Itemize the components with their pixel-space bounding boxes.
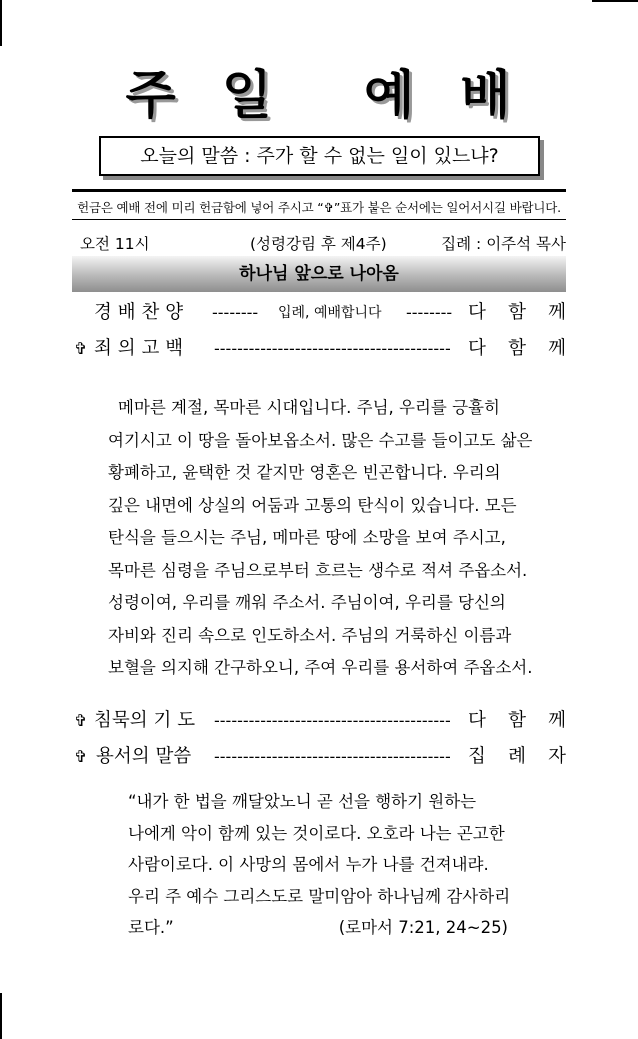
page-title: [0, 66, 638, 126]
verse-line: 우리 주 예수 그리스도로 말미암아 하나님께 감사하리: [128, 886, 511, 906]
scripture-verse: [128, 786, 516, 944]
performer-char: 함: [508, 710, 526, 731]
performer-char: 집: [468, 746, 486, 767]
order-dashes: --------: [212, 303, 259, 322]
prayer-line: 여기시고 이 땅을 돌아보옵소서. 많은 수고를 들이고도 삶은: [108, 430, 533, 450]
prayer-line: 보혈을 의지해 간구하오니, 주여 우리를 용서하여 주옵소서.: [108, 658, 533, 677]
order-dashes: -----------------------------------------: [214, 339, 451, 358]
order-middle-text: 입례, 예배합니다: [278, 305, 382, 321]
performer-char: 다: [468, 302, 486, 323]
stand-cross-icon: ✞: [74, 711, 88, 730]
crop-mark-top-right: [592, 0, 638, 2]
prayer-line: 깊은 내면에 상실의 어둠과 고통의 탄식이 있습니다. 모든: [108, 495, 517, 515]
order-dashes: --------: [406, 303, 453, 322]
performer-char: 께: [548, 338, 566, 359]
scripture-reference: (로마서 7:21, 24~25): [338, 918, 508, 937]
title-char: 일: [221, 66, 274, 126]
verse-line: 나에게 악이 함께 있는 것이로다. 오호라 나는 곤고한: [128, 823, 505, 843]
prayer-line: 탄식을 들으시는 주님, 메마른 땅에 소망을 보여 주시고,: [108, 528, 506, 547]
order-label: 죄 의 고 백: [94, 338, 184, 359]
performer-char: 함: [508, 302, 526, 323]
liturgical-season: (성령강림 후 제4주): [250, 235, 387, 253]
section-header: [72, 256, 566, 292]
verse-line: 사람이로다. 이 사망의 몸에서 누가 나를 건져내랴.: [128, 855, 489, 874]
service-leader: 집례 : 이주석 목사: [441, 235, 566, 253]
title-char: 주: [125, 66, 178, 126]
order-label: 용서의 말씀: [96, 746, 192, 767]
stand-cross-icon: ✞: [74, 339, 88, 358]
order-performer: [468, 300, 566, 326]
crop-mark-bottom-left: [0, 993, 2, 1039]
verse-line: 로다.”: [128, 918, 174, 937]
crop-mark-top-left: [0, 0, 2, 46]
performer-char: 다: [468, 710, 486, 731]
todays-word: 오늘의 말씀 : 주가 할 수 없는 일이 있느냐?: [140, 145, 499, 167]
section-title: 하나님 앞으로 나아옴: [239, 264, 399, 284]
prayer-line: 성령이여, 우리를 깨워 주소서. 주님이여, 우리를 당신의: [108, 593, 506, 612]
order-row-silent-prayer: [72, 708, 566, 734]
order-label: 경 배 찬 양: [94, 302, 184, 323]
order-row-praise: [72, 300, 566, 326]
title-char: 배: [460, 66, 513, 126]
order-label: 침묵의 기 도: [94, 710, 196, 731]
order-row-words-of-forgiveness: [72, 744, 566, 770]
stand-cross-icon: ✞: [74, 747, 88, 766]
performer-char: 께: [548, 710, 566, 731]
performer-char: 다: [468, 338, 486, 359]
performer-char: 함: [508, 338, 526, 359]
performer-char: 자: [548, 746, 566, 767]
prayer-line: 자비와 진리 속으로 인도하소서. 주님의 거룩하신 이름과: [108, 625, 512, 645]
verse-line: “내가 한 법을 깨달았노니 곧 선을 행하기 원하는: [128, 792, 477, 811]
prayer-line: 목마른 심령을 주님으로부터 흐르는 생수로 적셔 주옵소서.: [108, 560, 528, 580]
offering-notice: 헌금은 예배 전에 미리 헌금함에 넣어 주시고 “✞”표가 붙은 순서에는 일어서시길 바랍니다.: [77, 200, 561, 215]
order-dashes: -----------------------------------------: [214, 711, 451, 730]
title-char: 예: [364, 66, 417, 126]
performer-char: 께: [548, 302, 566, 323]
todays-word-box: [99, 136, 540, 176]
order-dashes: -----------------------------------------: [214, 747, 451, 766]
divider-thick: [72, 189, 566, 192]
service-time: 오전 11시: [80, 235, 150, 253]
order-performer: [468, 336, 566, 362]
prayer-line: 메마른 계절, 목마른 시대입니다. 주님, 우리를 긍휼히: [118, 398, 500, 417]
divider-thin: [72, 219, 566, 220]
order-row-confession: [72, 336, 566, 362]
performer-char: 례: [508, 746, 526, 767]
confession-prayer: [108, 392, 534, 685]
prayer-line: 황폐하고, 윤택한 것 같지만 영혼은 빈곤합니다. 우리의: [108, 463, 501, 482]
service-info: [80, 232, 566, 254]
order-performer: [468, 708, 566, 734]
order-performer: [468, 744, 566, 770]
